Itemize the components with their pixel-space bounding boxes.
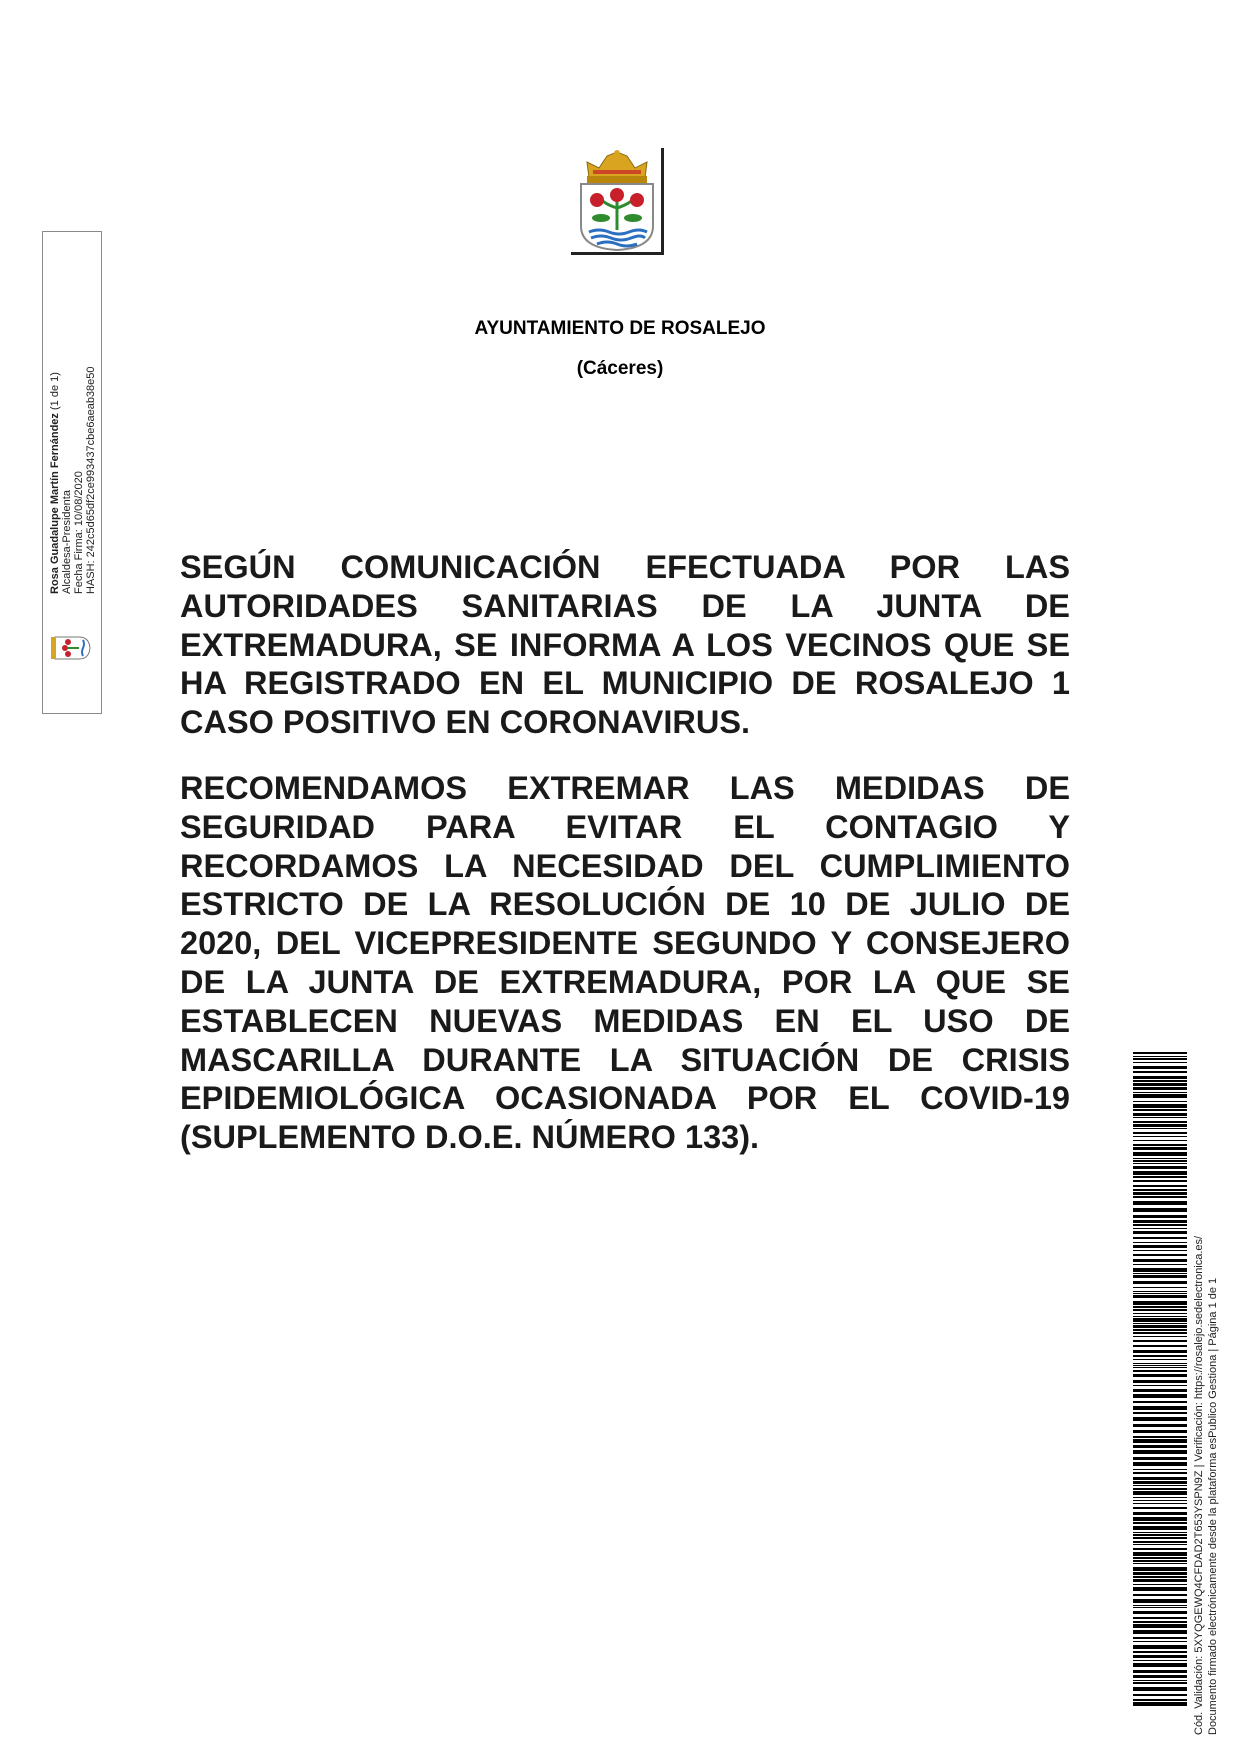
barcode-bar — [1133, 1401, 1187, 1403]
barcode-bar — [1133, 1275, 1187, 1278]
barcode-bar — [1133, 1630, 1187, 1634]
barcode-bar — [1133, 1325, 1187, 1328]
barcode-bar — [1133, 1104, 1187, 1108]
barcode-bar — [1133, 1092, 1187, 1093]
barcode-bar — [1133, 1367, 1187, 1368]
barcode-bar — [1133, 1076, 1187, 1079]
barcode-bar — [1133, 1517, 1187, 1521]
province-name: (Cáceres) — [576, 358, 664, 379]
barcode-bar — [1133, 1113, 1187, 1116]
barcode-bar — [1133, 1171, 1187, 1175]
barcode-bar — [1133, 1572, 1187, 1575]
barcode-bar — [1133, 1323, 1187, 1324]
barcode-bar — [1133, 1507, 1187, 1509]
barcode-bar — [1133, 1651, 1187, 1653]
barcode-bar — [1133, 1522, 1187, 1524]
barcode-bar — [1133, 1196, 1187, 1198]
barcode-bar — [1133, 1699, 1187, 1701]
barcode-bar — [1133, 1641, 1187, 1642]
barcode-bar — [1133, 1152, 1187, 1156]
barcode-bar — [1133, 1548, 1187, 1550]
barcode-bar — [1133, 1359, 1187, 1360]
barcode-bar — [1133, 1132, 1187, 1134]
barcode-bar — [1133, 1675, 1187, 1678]
barcode-bar — [1133, 1094, 1187, 1098]
verification-platform: Documento firmado electrónicamente desde la plataforma esPublico Gestiona | Página 1 de 1 — [1206, 1277, 1219, 1735]
signature-box — [42, 231, 102, 714]
barcode-bar — [1133, 1491, 1187, 1495]
barcode-bar — [1133, 1363, 1187, 1364]
barcode-bar — [1133, 1281, 1187, 1284]
barcode-bar — [1133, 1439, 1187, 1443]
barcode-bar — [1133, 1052, 1187, 1054]
barcode-bar — [1133, 1563, 1187, 1564]
barcode-bar — [1133, 1370, 1187, 1372]
barcode-bar — [1133, 1273, 1187, 1274]
barcode-bar — [1133, 1158, 1187, 1159]
small-crest-icon — [50, 634, 96, 662]
barcode-bar — [1133, 1412, 1187, 1414]
barcode-bar — [1133, 1472, 1187, 1474]
barcode-bar — [1133, 1121, 1187, 1123]
barcode-bar — [1133, 1624, 1187, 1628]
barcode-bar — [1133, 1637, 1187, 1639]
barcode-bar — [1133, 1268, 1187, 1272]
barcode-bar — [1133, 1457, 1187, 1460]
barcode-bar — [1133, 1682, 1187, 1684]
barcode-bar — [1133, 1101, 1187, 1102]
barcode-bar — [1133, 1336, 1187, 1337]
barcode-bar — [1133, 1208, 1187, 1212]
barcode-bar — [1133, 1526, 1187, 1530]
signature-pages: (1 de 1) — [49, 372, 61, 411]
barcode-bar — [1133, 1557, 1187, 1559]
barcode-bar — [1133, 1136, 1187, 1137]
barcode-bar — [1133, 1160, 1187, 1162]
barcode-bar — [1133, 1301, 1187, 1305]
barcode-bar — [1133, 1645, 1187, 1649]
barcode-bar — [1133, 1587, 1187, 1591]
barcode-bar — [1133, 1144, 1187, 1146]
notice-paragraph: SEGÚN COMUNICACIÓN EFECTUADA POR LAS AUTORIDADES SANITARIAS DE LA JUNTA DE EXTREMADURA, SE INFORMA A LOS VECINOS QUE SE HA REGISTRADO EN EL MUNICIPIO DE ROSALEJO 1 CASO POSITIVO EN CORONAVIRUS. — [180, 549, 1070, 741]
barcode-bar — [1133, 1605, 1187, 1606]
signature-hash: HASH: 242c5d65df2ce993437cbe6aeab38e50 — [85, 366, 97, 594]
signature-text — [49, 112, 97, 594]
barcode-bar — [1133, 1469, 1187, 1470]
barcode-bar — [1133, 1544, 1187, 1545]
barcode-bar — [1133, 1071, 1187, 1073]
barcode-bar — [1133, 1541, 1187, 1543]
barcode-bar — [1133, 1584, 1187, 1585]
barcode-bar — [1133, 1264, 1187, 1265]
barcode-bar — [1133, 1056, 1187, 1057]
barcode-bar — [1133, 1350, 1187, 1353]
signer-role: Alcaldesa-Presidenta — [61, 490, 73, 594]
barcode-bar — [1133, 1066, 1187, 1069]
coat-of-arms-icon — [571, 148, 664, 255]
barcode-bar — [1133, 1345, 1187, 1347]
barcode-bar — [1133, 1617, 1187, 1619]
barcode-bar — [1133, 1385, 1187, 1386]
signature-date: Fecha Firma: 10/08/2020 — [73, 471, 85, 594]
barcode-bar — [1133, 1250, 1187, 1251]
barcode-bar — [1133, 1355, 1187, 1357]
barcode-bar — [1133, 1488, 1187, 1490]
barcode-bar — [1133, 1670, 1187, 1673]
barcode-bar — [1133, 1477, 1187, 1480]
barcode-bar — [1133, 1124, 1187, 1127]
barcode-bar — [1133, 1316, 1187, 1317]
barcode-bar — [1133, 1512, 1187, 1515]
barcode-bar — [1133, 1462, 1187, 1466]
barcode-bar — [1133, 1166, 1187, 1169]
barcode-bar — [1133, 1424, 1187, 1427]
notice-paragraph: RECOMENDAMOS EXTREMAR LAS MEDIDAS DE SEGURIDAD PARA EVITAR EL CONTAGIO Y RECORDAMOS LA NECESIDAD DEL CUMPLIMIENTO ESTRICTO DE LA RESOLUCIÓN DE 10 DE JULIO DE 2020, DEL VICEPRESIDENTE SEGUNDO Y CONSEJERO DE LA JUNTA DE EXTREMADURA, POR LA QUE SE ESTABLECEN NUEVAS MEDIDAS EN EL USO DE MASCARILLA DURANTE LA SITUACIÓN DE CRISIS EPIDEMIOLÓGICA OCASIONADA POR EL COVID-19 (SUPLEMENTO D.O.E. NÚMERO 133). — [180, 769, 1070, 1156]
barcode-bar — [1133, 1534, 1187, 1536]
barcode-bar — [1133, 1306, 1187, 1308]
barcode-bar — [1133, 1599, 1187, 1603]
barcode-bar — [1133, 1291, 1187, 1292]
barcode-bar — [1133, 1231, 1187, 1234]
barcode-bar — [1133, 1579, 1187, 1582]
barcode-bar — [1133, 1552, 1187, 1556]
barcode-bar — [1133, 1406, 1187, 1410]
barcode-bar — [1133, 1163, 1187, 1164]
barcode-bar — [1133, 1687, 1187, 1691]
barcode-bar — [1133, 1560, 1187, 1562]
barcode-bar — [1133, 1313, 1187, 1314]
barcode-bar — [1133, 1702, 1187, 1706]
barcode-bar — [1133, 1594, 1187, 1596]
barcode-bar — [1133, 1295, 1187, 1298]
barcode-bar — [1133, 1318, 1187, 1322]
barcode-bar — [1133, 1374, 1187, 1377]
barcode-bar — [1133, 1445, 1187, 1448]
barcode-bar — [1133, 1140, 1187, 1141]
barcode-bar — [1133, 1394, 1187, 1398]
verification-code: Cód. Validación: 5XYQGEWQ4CFDAD2T653YSPN9Z | Verificación: https://rosalejo.sedelectronica.es/ — [1193, 1235, 1205, 1735]
barcode-bar — [1133, 1201, 1187, 1205]
barcode-bar — [1133, 1254, 1187, 1256]
barcode-bar — [1133, 1192, 1187, 1195]
barcode-bar — [1133, 1340, 1187, 1342]
barcode-bar — [1133, 1389, 1187, 1392]
barcode-bar — [1133, 1109, 1187, 1111]
barcode-bar — [1133, 1621, 1187, 1623]
barcode-bar — [1133, 1117, 1187, 1118]
barcode-bar — [1133, 1503, 1187, 1504]
barcode-bar — [1133, 1655, 1187, 1658]
barcode-bar — [1133, 1680, 1187, 1681]
barcode-bar — [1133, 1185, 1187, 1187]
barcode-bar — [1133, 1663, 1187, 1667]
barcode-bar — [1133, 1380, 1187, 1383]
barcode-icon — [1133, 1052, 1187, 1706]
barcode-bar — [1133, 1220, 1187, 1223]
barcode-bar — [1133, 1660, 1187, 1661]
barcode-bar — [1133, 1365, 1187, 1366]
barcode-bar — [1133, 1058, 1187, 1060]
barcode-bar — [1133, 1497, 1187, 1498]
barcode-bar — [1133, 1436, 1187, 1438]
barcode-bar — [1133, 1189, 1187, 1191]
barcode-bar — [1133, 1128, 1187, 1129]
barcode-bar — [1133, 1481, 1187, 1484]
organization-name: AYUNTAMIENTO DE ROSALEJO — [474, 318, 766, 339]
barcode-bar — [1133, 1224, 1187, 1226]
barcode-bar — [1133, 1062, 1187, 1063]
barcode-bar — [1133, 1180, 1187, 1182]
barcode-bar — [1133, 1087, 1187, 1090]
barcode-bar — [1133, 1176, 1187, 1178]
barcode-bar — [1133, 1215, 1187, 1218]
barcode-bar — [1133, 1329, 1187, 1331]
barcode-bar — [1133, 1450, 1187, 1454]
barcode-bar — [1133, 1080, 1187, 1082]
barcode-bar — [1133, 1576, 1187, 1578]
barcode-bar — [1133, 1228, 1187, 1229]
barcode-bar — [1133, 1332, 1187, 1334]
barcode-bar — [1133, 1417, 1187, 1421]
signer-name: Rosa Guadalupe Martín Fernández — [49, 413, 61, 594]
barcode-bar — [1133, 1083, 1187, 1086]
barcode-bar — [1133, 1242, 1187, 1243]
barcode-bar — [1133, 1537, 1187, 1539]
barcode-bar — [1133, 1694, 1187, 1696]
barcode-bar — [1133, 1237, 1187, 1239]
barcode-bar — [1133, 1500, 1187, 1501]
barcode-bar — [1133, 1485, 1187, 1486]
barcode-bar — [1133, 1259, 1187, 1262]
barcode-bar — [1133, 1611, 1187, 1614]
verification-text — [1193, 1175, 1227, 1735]
notice-body — [180, 548, 1070, 1184]
barcode-bar — [1133, 1293, 1187, 1294]
barcode-bar — [1133, 1245, 1187, 1248]
barcode-bar — [1133, 1430, 1187, 1433]
barcode-bar — [1133, 1309, 1187, 1311]
barcode-bar — [1133, 1532, 1187, 1533]
barcode-bar — [1133, 1607, 1187, 1608]
barcode-bar — [1133, 1567, 1187, 1571]
barcode-bar — [1133, 1287, 1187, 1288]
barcode-bar — [1133, 1147, 1187, 1150]
